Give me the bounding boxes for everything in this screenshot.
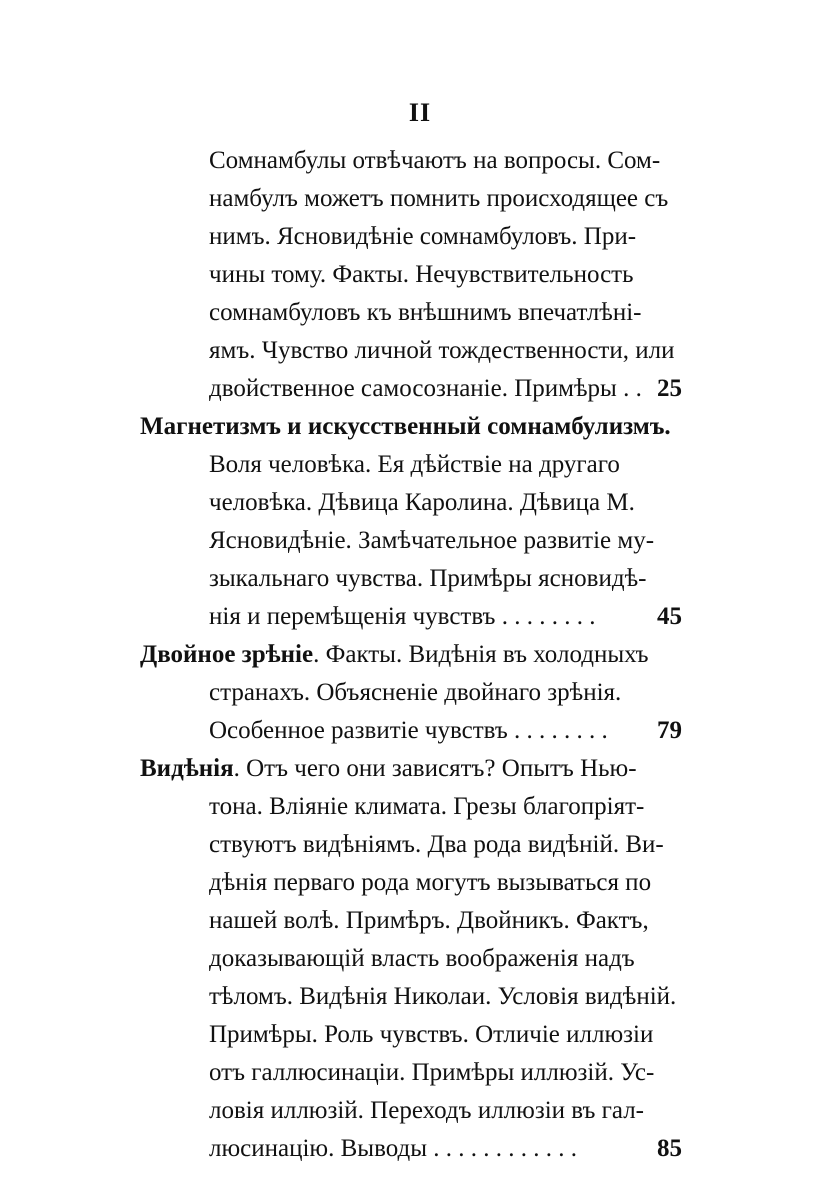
toc-line: нимъ. Ясновидѣніе сомнамбуловъ. При- [209,223,637,250]
toc-entry-line [140,636,649,674]
toc-line: Особенное развитіе чувствъ . . . . . . . . [209,717,608,744]
toc-line: двойственное самосознаніе. Примѣры . . [209,375,642,402]
toc-line: Сомнамбулы отвѣчаютъ на вопросы. Сом- [209,147,661,174]
toc-line: Ясновидѣніе. Замѣчательное развитіе му- [209,527,655,554]
toc-line: тѣломъ. Видѣнія Николаи. Условія видѣній. [209,983,677,1010]
toc-line: ямъ. Чувство личной тождественности, или [209,337,675,364]
toc-line: люсинацію. Выводы . . . . . . . . . . . . [209,1135,578,1162]
toc-line: зыкальнаго чувства. Примѣры ясновидѣ- [209,565,647,592]
toc-entry-line [140,750,637,788]
toc-line: человѣка. Дѣвица Каролина. Дѣвица М. [209,489,635,516]
page-ref: 45 [657,603,682,630]
toc-line: ствуютъ видѣніямъ. Два рода видѣній. Ви- [209,831,664,858]
toc-line: странахъ. Объясненіе двойнаго зрѣнія. [209,679,622,706]
page-ref: 85 [657,1135,682,1162]
toc-heading: Магнетизмъ и искусственный сомнамбулизмъ. [140,413,671,440]
toc-line: дѣнія перваго рода могутъ вызываться по [209,869,652,896]
toc-line: доказывающій власть воображенія надъ [209,945,635,972]
toc-line: Примѣры. Роль чувствъ. Отличіе иллюзіи [209,1021,654,1048]
page-number: II [408,98,432,127]
toc-line: Воля человѣка. Ея дѣйствіе на другаго [209,451,620,478]
toc-line: нашей волѣ. Примѣръ. Двойникъ. Фактъ, [209,907,649,934]
toc-line: намбулъ можетъ помнить происходящее съ [209,185,669,212]
toc-heading: Двойное зрѣніе [140,641,314,668]
toc-line: тона. Вліяніе климата. Грезы благопріят- [209,793,645,820]
toc-line: ловія иллюзій. Переходъ иллюзіи въ гал- [209,1097,645,1124]
toc-heading: Видѣнія [140,755,234,782]
page-ref: 25 [657,375,682,402]
toc-line: чины тому. Факты. Нечувствительность [209,261,634,288]
toc-line: . Факты. Видѣнія въ холодныхъ [313,641,649,668]
toc-line: . Отъ чего они зависятъ? Опытъ Нью- [233,755,637,782]
toc-line: отъ галлюсинаціи. Примѣры иллюзій. Ус- [209,1059,655,1086]
toc-line: нія и перемѣщенія чувствъ . . . . . . . . [209,603,596,630]
toc-line: сомнамбуловъ къ внѣшнимъ впечатлѣні- [209,299,642,326]
page-ref: 79 [657,717,682,744]
